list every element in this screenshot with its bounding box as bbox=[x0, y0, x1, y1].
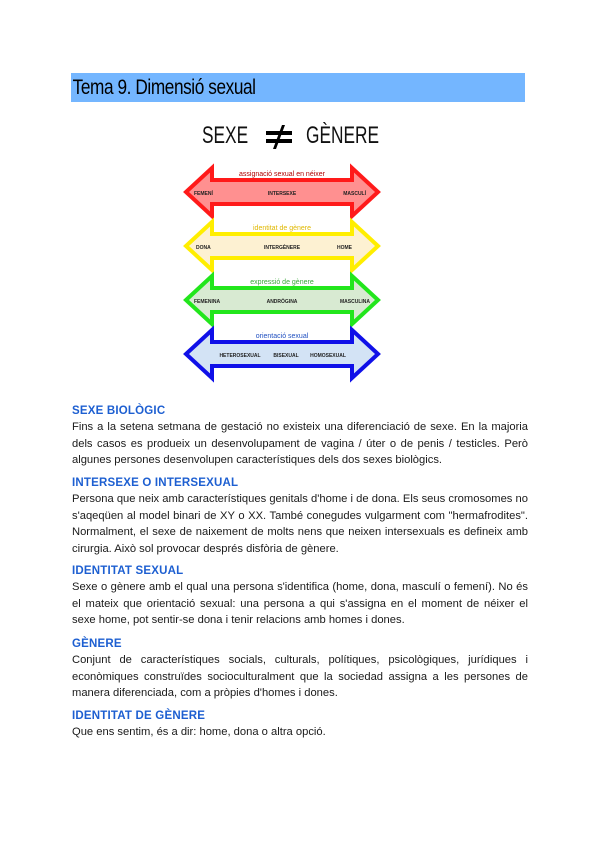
section-heading: IDENTITAT SEXUAL bbox=[72, 565, 184, 577]
arrow-left-label: FEMENINA bbox=[194, 299, 221, 305]
arrow-center-label: INTERGÈNERE bbox=[263, 245, 301, 251]
arrow-left-label: HETEROSEXUAL bbox=[219, 353, 261, 359]
section-heading: INTERSEXE O INTERSEXUAL bbox=[72, 477, 239, 489]
arrow-gender-expression bbox=[186, 276, 378, 324]
arrow-right-label: HOME bbox=[337, 245, 352, 251]
page-title: Tema 9. Dimensió sexual bbox=[72, 76, 256, 99]
section-heading: IDENTITAT DE GÈNERE bbox=[72, 710, 206, 722]
section-body: Conjunt de característiques socials, culturals, polítiques, psicològiques, jurídiques i econòmiques construïdes socioculturalment que la sociedad assigna a les persones de manera diferenciada, com a pròpies d'homes i dones. bbox=[72, 654, 528, 699]
section-body: Persona que neix amb característiques genitals d'home i de dona. Els seus cromosomes no s'aqeqüen al model binari de XY o XX. També conegudes vulgarment com "hermafrodites". Normalment, el sexe de naixement de molts nens que neixen intersexuals es defineix amb cirurgia. Això sol provocar després disfòria de gènere. bbox=[72, 493, 528, 555]
arrow-left-label: FEMENÍ bbox=[194, 191, 213, 197]
section-heading: SEXE BIOLÒGIC bbox=[72, 405, 166, 417]
arrow-label: orientació sexual bbox=[255, 333, 309, 340]
sexe-genere-diagram bbox=[180, 112, 390, 402]
arrow-sex-assigned bbox=[186, 168, 378, 216]
section-body: Fins a la setena setmana de gestació no existeix una diferenciació de sexe. En la majoria dels casos es produeix un desenvolupament de vagina / úter o de penis / testicles. Però algunes persones desenvolupen característiques dels dos sexes biològics. bbox=[72, 421, 528, 466]
arrow-gender-identity bbox=[186, 222, 378, 270]
arrow-label: expressió de gènere bbox=[250, 279, 314, 286]
arrow-label: assignació sexual en néixer bbox=[239, 171, 325, 178]
section-identitat-sexual bbox=[72, 564, 528, 629]
not-equal-icon bbox=[264, 124, 294, 150]
arrow-right-label: MASCULINA bbox=[340, 299, 370, 305]
section-body: Que ens sentim, és a dir: home, dona o altra opció. bbox=[72, 726, 326, 738]
arrow-right-label: HOMOSEXUAL bbox=[310, 353, 346, 359]
section-intersexe bbox=[72, 476, 528, 557]
spectrum-arrows bbox=[180, 157, 390, 392]
arrow-left-label: DONA bbox=[196, 245, 211, 251]
arrow-center-label: BISEXUAL bbox=[273, 353, 299, 359]
section-sexe-biologic bbox=[72, 404, 528, 469]
arrow-center-label: INTERSEXE bbox=[267, 191, 297, 197]
arrow-label: identitat de gènere bbox=[253, 225, 311, 232]
section-genere bbox=[72, 637, 528, 702]
title-bar bbox=[71, 73, 525, 102]
sexe-word: SEXE bbox=[202, 122, 249, 149]
arrow-right-label: MASCULÍ bbox=[343, 191, 366, 197]
section-heading: GÈNERE bbox=[72, 638, 122, 650]
arrow-sexual-orientation bbox=[186, 330, 378, 378]
sexe-not-equal-genere bbox=[180, 120, 390, 152]
section-identitat-de-genere bbox=[72, 709, 528, 741]
genere-word: GÈNERE bbox=[306, 122, 379, 149]
arrow-center-label: ANDRÒGINA bbox=[266, 299, 298, 305]
section-body: Sexe o gènere amb el qual una persona s'identifica (home, dona, masculí o femení). No és el mateix que orientació sexual: una persona a qui s'assigna en el moment de néixer el sexe home, pot sentir-se dona i tenir relacions amb homes i dones. bbox=[72, 581, 528, 626]
